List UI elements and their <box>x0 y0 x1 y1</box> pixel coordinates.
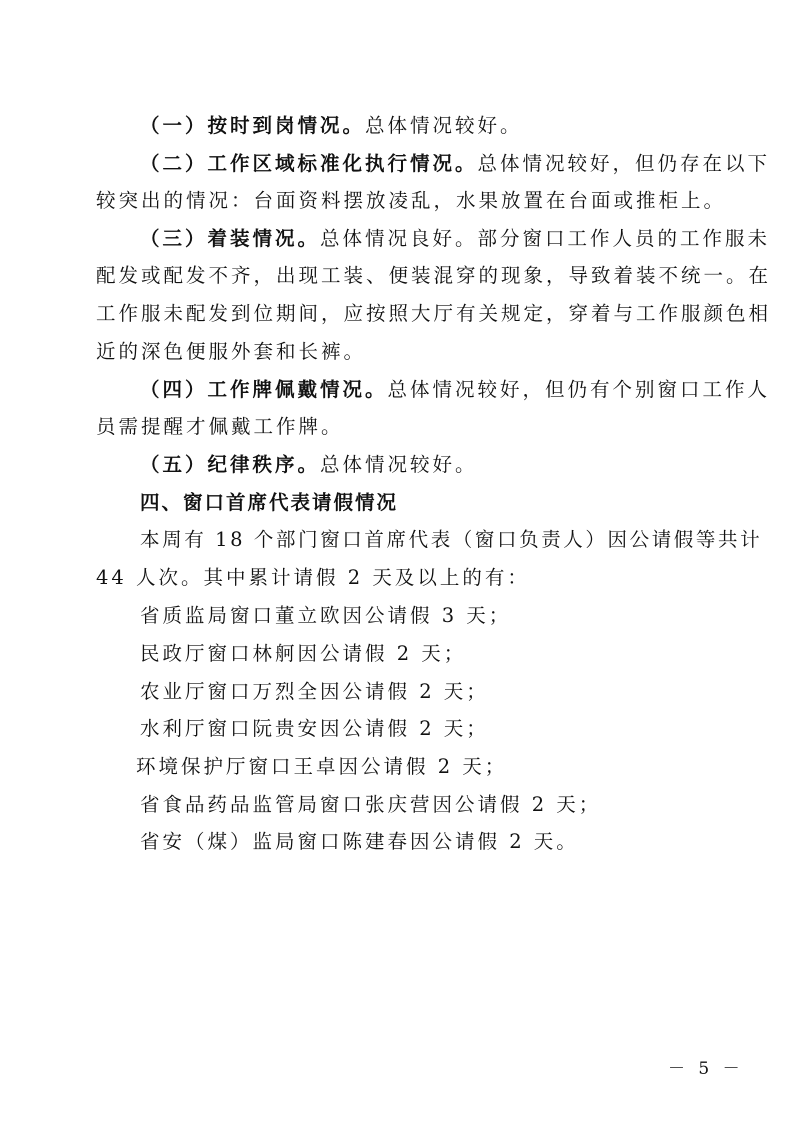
paragraph-text: 总体情况较好。 <box>320 453 478 476</box>
paragraph-label: （五）纪律秩序。 <box>140 453 321 476</box>
list-item: 农业厅窗口万烈全因公请假 2 天； <box>140 680 489 703</box>
list-item: 民政厅窗口林舸因公请假 2 天； <box>140 642 467 665</box>
paragraph-line: 较突出的情况：台面资料摆放凌乱，水果放置在台面或推柜上。 <box>96 189 727 212</box>
paragraph-label: （四）工作牌佩戴情况。 <box>140 378 388 401</box>
section-intro-line: 44 人次。其中累计请假 2 天及以上的有： <box>96 566 530 589</box>
list-item: 省食品药品监管局窗口张庆营因公请假 2 天； <box>140 793 602 816</box>
paragraph-discipline <box>140 452 478 478</box>
paragraph-text: 总体情况较好，但仍存在以下 <box>477 152 771 175</box>
paragraph-badge <box>140 377 770 403</box>
section-heading: 四、窗口首席代表请假情况 <box>140 491 399 514</box>
list-item: 省质监局窗口董立欧因公请假 3 天； <box>140 604 512 627</box>
list-item: 水利厅窗口阮贵安因公请假 2 天； <box>140 717 489 740</box>
list-item: 省安（煤）监局窗口陈建春因公请假 2 天。 <box>140 830 579 853</box>
paragraph-line: 员需提醒才佩戴工作牌。 <box>96 415 344 438</box>
paragraph-line: 近的深色便服外套和长裤。 <box>96 340 367 363</box>
section-intro: 本周有 18 个部门窗口首席代表（窗口负责人）因公请假等共计 <box>140 528 763 551</box>
paragraph-punctuality <box>140 113 523 139</box>
paragraph-label: （三）着装情况。 <box>140 227 321 250</box>
paragraph-label: （二）工作区域标准化执行情况。 <box>140 152 478 175</box>
paragraph-text: 总体情况较好。 <box>365 114 523 137</box>
paragraph-text: 总体情况较好，但仍有个别窗口工作人 <box>387 378 771 401</box>
list-item: 环境保护厅窗口王卓因公请假 2 天； <box>136 755 508 778</box>
paragraph-work-area <box>140 151 770 177</box>
paragraph-line: 工作服未配发到位期间，应按照大厅有关规定，穿着与工作服颜色相 <box>96 302 772 325</box>
paragraph-attire <box>140 226 770 252</box>
paragraph-line: 配发或配发不齐，出现工装、便装混穿的现象，导致着装不统一。在 <box>96 264 772 287</box>
paragraph-text: 总体情况良好。部分窗口工作人员的工作服未 <box>320 227 771 250</box>
paragraph-label: （一）按时到岗情况。 <box>140 114 366 137</box>
page-number: － 5 － <box>668 1059 744 1079</box>
